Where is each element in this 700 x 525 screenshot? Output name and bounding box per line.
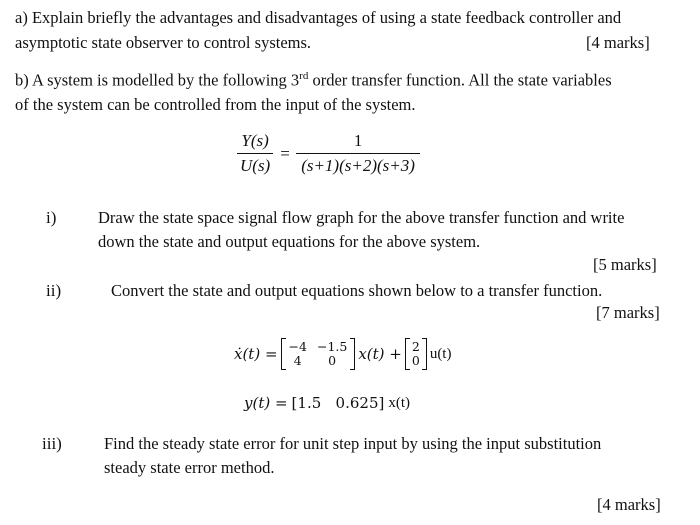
matrix-c: [1.5 0.625] (291, 394, 385, 412)
matrix-b-cell: 0 (411, 353, 420, 368)
matrix-a-cell: −4 (288, 339, 307, 354)
matrix-a-right-bracket (350, 338, 355, 370)
state-equation (234, 338, 451, 370)
tf-rhs-numerator: 1 (296, 131, 421, 154)
question-ii-number: ii) (46, 281, 62, 300)
question-i-line-2: down the state and output equations for the above system. (98, 232, 481, 251)
question-ii-marks: [7 marks] (596, 303, 660, 322)
question-iii-marks: [4 marks] (597, 495, 661, 514)
tf-equals: = (280, 143, 290, 163)
tf-rhs-fraction (296, 131, 421, 176)
matrix-a-cell: 4 (293, 353, 302, 368)
question-iii-number: iii) (42, 434, 62, 453)
output-eq-lhs: y(t) = (244, 394, 288, 412)
matrix-b-cell: 2 (411, 339, 420, 354)
output-equation (244, 394, 410, 412)
matrix-b-grid (410, 340, 422, 368)
matrix-a-grid (286, 340, 351, 368)
state-eq-lhs: ẋ(t) = (234, 345, 278, 363)
tf-lhs-denominator: U(s) (240, 156, 271, 175)
question-iii-line-1: Find the steady state error for unit step input by using the input substitution (104, 434, 602, 453)
part-b-line-1-sup: rd (299, 70, 309, 82)
transfer-function (236, 131, 420, 176)
question-i-number: i) (46, 208, 57, 227)
output-eq-rhs: x(t) (388, 394, 411, 411)
part-a-line-1: a) Explain briefly the advantages and disadvantages of using a state feedback controller and (15, 8, 622, 27)
question-i-line-1: Draw the state space signal flow graph for the above transfer function and write (98, 208, 625, 227)
question-i-marks: [5 marks] (593, 255, 657, 274)
question-iii-line-2: steady state error method. (104, 458, 275, 477)
part-b-line-1-post: order transfer function. All the state variables (308, 70, 612, 90)
part-a-line-2: asymptotic state observer to control systems. (15, 33, 312, 52)
tf-lhs-fraction (236, 131, 274, 176)
part-a-marks: [4 marks] (586, 33, 650, 52)
part-b-line-1 (15, 70, 612, 91)
part-b-line-1-pre: b) A system is modelled by the following 3 (15, 70, 300, 90)
matrix-a-cell: −1.5 (316, 339, 348, 354)
matrix-a-cell: 0 (328, 353, 337, 368)
state-eq-mid: x(t) + (358, 345, 402, 363)
matrix-b (405, 338, 427, 370)
tf-lhs-numerator: Y(s) (237, 131, 272, 154)
state-eq-rhs: u(t) (429, 345, 452, 362)
question-ii-line-1: Convert the state and output equations shown below to a transfer function. (111, 281, 603, 300)
matrix-b-right-bracket (422, 338, 427, 370)
tf-rhs-denominator: (s+1)(s+2)(s+3) (301, 156, 415, 175)
part-b-line-2: of the system can be controlled from the input of the system. (15, 95, 416, 114)
matrix-a (281, 338, 356, 370)
